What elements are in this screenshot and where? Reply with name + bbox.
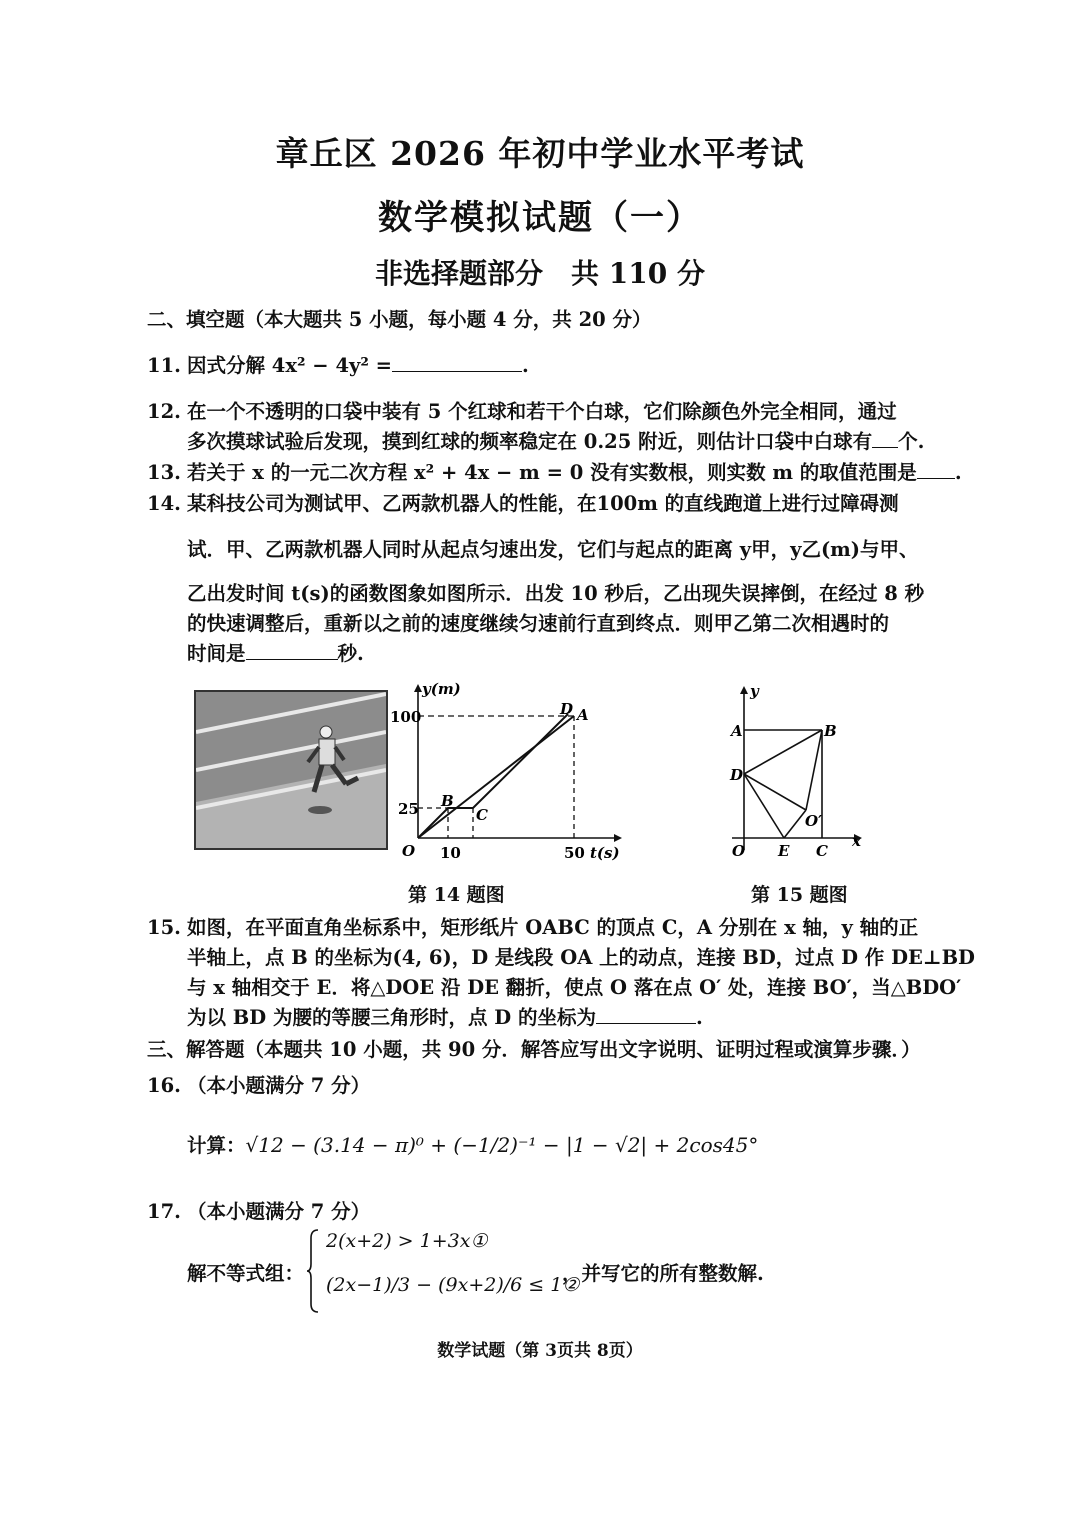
robot-photo — [194, 690, 388, 850]
fig15-caption: 第 15 题图 — [751, 884, 848, 906]
section-title: 非选择题部分 共 110 分 — [375, 257, 705, 290]
x-tick-10: 10 — [440, 844, 461, 862]
answer-blank — [596, 1005, 696, 1024]
question-14-line3: 乙出发时间 t(s)的函数图象如图所示．出发 10 秒后，乙出现失误摔倒，在经过 8 秒 — [187, 582, 925, 605]
x-tick-50: 50 — [564, 844, 585, 862]
y-axis-arrow — [414, 684, 422, 692]
answer-blank — [246, 641, 338, 660]
fig15-graph — [722, 680, 872, 862]
question-12-line2 — [187, 426, 924, 454]
question-text: 某科技公司为测试甲、乙两款机器人的性能，在100m 的直线跑道上进行过障碍测 — [187, 492, 899, 515]
question-number: 13. — [147, 461, 181, 484]
point-A-label: A — [577, 706, 589, 724]
point-A-label: A — [731, 722, 743, 740]
answer-blank — [872, 429, 898, 448]
question-end: . — [695, 1006, 703, 1029]
question-number: 16. — [147, 1074, 181, 1097]
question-number: 12. — [147, 400, 181, 423]
question-12-line1 — [147, 396, 897, 424]
y-tick-25: 25 — [398, 800, 419, 818]
question-15-line4 — [187, 1002, 703, 1030]
segment-DO-prime — [744, 774, 806, 810]
question-text: 时间是 — [187, 642, 246, 665]
x-axis-label: x — [852, 832, 861, 850]
point-B-label: B — [824, 722, 837, 740]
exam-subtitle: 数学模拟试题（一） — [378, 198, 702, 238]
question-17-label: 解不等式组： — [187, 1262, 305, 1285]
question-14-line5 — [187, 638, 364, 666]
question-17-suffix: ，并写它的所有整数解. — [562, 1262, 764, 1285]
y-tick-100: 100 — [390, 708, 422, 726]
question-text: 如图，在平面直角坐标系中，矩形纸片 OABC 的顶点 C，A 分别在 x 轴，y 轴的正 — [187, 916, 919, 939]
question-end: 秒. — [337, 642, 364, 665]
question-14-line4: 的快速调整后，重新以之前的速度继续匀速前行直到终点．则甲乙第二次相遇时的 — [187, 612, 890, 635]
question-15-line3: 与 x 轴相交于 E．将△DOE 沿 DE 翻折，使点 O 落在点 O′ 处，连接 BO′，当△BDO′ — [187, 976, 962, 999]
question-number: 14. — [147, 492, 181, 515]
question-text: 在一个不透明的口袋中装有 5 个红球和若干个白球，它们除颜色外完全相同，通过 — [187, 400, 897, 423]
question-text: 因式分解 4x² − 4y² = — [187, 354, 393, 377]
question-13 — [147, 457, 962, 485]
robot-photo-illustration — [196, 692, 386, 848]
point-O-prime-label: O′ — [805, 812, 823, 830]
question-15-line2: 半轴上，点 B 的坐标为(4, 6)，D 是线段 OA 上的动点，连接 BD，过点 D 作 DE⊥BD — [187, 946, 975, 969]
question-number: 15. — [147, 916, 181, 939]
y-axis-label: y(m) — [422, 680, 461, 698]
question-15-line1 — [147, 912, 918, 940]
question-text: 多次摸球试验后发现，摸到红球的频率稳定在 0.25 附近，则估计口袋中白球有 — [187, 430, 873, 453]
question-end: . — [522, 354, 529, 377]
question-text: 若关于 x 的一元二次方程 x² + 4x − m = 0 没有实数根，则实数 m 的取值范围是 — [187, 461, 917, 484]
system-brace — [306, 1228, 320, 1314]
segment-BO-prime — [806, 730, 822, 810]
point-E-label: E — [778, 842, 790, 860]
y-axis-arrow — [740, 686, 748, 694]
x-axis-label: t(s) — [590, 844, 620, 862]
point-C-label: C — [816, 842, 828, 860]
part2-heading: 二、填空题（本大题共 5 小题，每小题 4 分，共 20 分） — [147, 308, 652, 331]
question-11 — [147, 350, 529, 378]
question-14-line2: 试．甲、乙两款机器人同时从起点匀速出发，它们与起点的距离 y甲，y乙(m)与甲、 — [187, 538, 919, 561]
exam-title: 章丘区 2026 年初中学业水平考试 — [275, 134, 805, 173]
question-end: 个. — [898, 430, 925, 453]
question-number: 17. — [147, 1200, 181, 1223]
question-number: 11. — [147, 354, 181, 377]
point-D-label: D — [730, 766, 744, 784]
question-end: . — [954, 461, 962, 484]
y-axis-label: y — [750, 682, 759, 700]
question-17-header — [147, 1196, 370, 1224]
line-jia-OA — [418, 716, 574, 838]
answer-blank — [392, 353, 522, 372]
inequality-2: (2x−1)/3 − (9x+2)/6 ≤ 1② — [326, 1274, 580, 1296]
question-score: （本小题满分 7 分） — [187, 1200, 371, 1223]
question-14-line1 — [147, 488, 899, 516]
answer-blank — [917, 460, 955, 479]
math-expression: √12 − (3.14 − π)⁰ + (−1/2)⁻¹ − |1 − √2| + 2cos45° — [245, 1133, 759, 1157]
point-C-label: C — [476, 806, 488, 824]
inequality-1: 2(x+2) > 1+3x① — [326, 1230, 488, 1252]
question-label: 计算： — [187, 1134, 246, 1157]
fig14-graph — [388, 680, 628, 862]
part3-heading: 三、解答题（本题共 10 小题，共 90 分．解答应写出文字说明、证明过程或演算步骤．） — [147, 1038, 921, 1061]
origin-label: O — [402, 842, 416, 860]
segment-DE — [744, 774, 784, 838]
point-D-label: D — [560, 700, 574, 718]
page-footer: 数学试题（第 3页共 8页） — [437, 1341, 643, 1361]
origin-label: O — [732, 842, 746, 860]
question-16-body — [187, 1130, 758, 1158]
question-16-header — [147, 1070, 370, 1098]
question-score: （本小题满分 7 分） — [187, 1074, 371, 1097]
segment-BD — [744, 730, 822, 774]
point-B-label: B — [441, 792, 454, 810]
segment-EO-prime — [784, 810, 806, 838]
x-axis-arrow — [614, 834, 622, 842]
question-text: 为以 BD 为腰的等腰三角形时，点 D 的坐标为 — [187, 1006, 596, 1029]
fig14-caption: 第 14 题图 — [408, 884, 505, 906]
